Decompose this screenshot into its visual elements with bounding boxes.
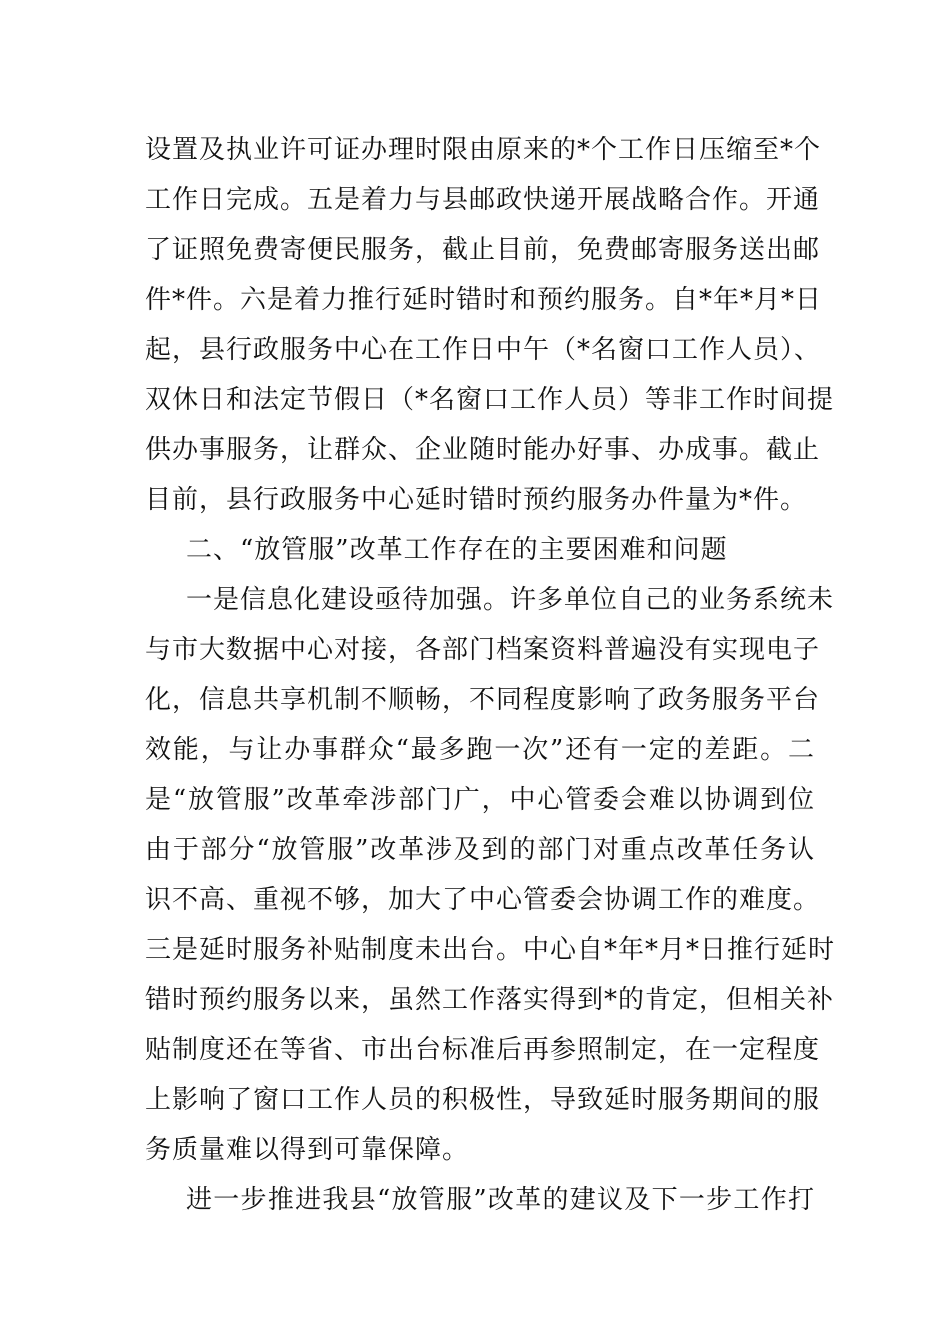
text-line: 识不高、重视不够，加大了中心管委会协调工作的难度。 <box>145 885 821 915</box>
text-line: 件*件。六是着力推行延时错时和预约服务。自*年*月*日 <box>145 285 823 315</box>
text-line: 务质量难以得到可靠保障。 <box>145 1135 470 1165</box>
text-line: 双休日和法定节假日（*名窗口工作人员）等非工作时间提 <box>145 385 835 415</box>
text-line: 供办事服务，让群众、企业随时能办好事、办成事。截止 <box>145 435 821 465</box>
text-line: 是“放管服”改革牵涉部门广，中心管委会难以协调到位 <box>145 785 815 815</box>
text-line: 由于部分“放管服”改革涉及到的部门对重点改革任务认 <box>145 835 815 865</box>
text-line: 目前，县行政服务中心延时错时预约服务办件量为*件。 <box>145 485 808 515</box>
text-line: 一是信息化建设亟待加强。许多单位自己的业务系统未 <box>186 585 835 615</box>
section-heading: 二、“放管服”改革工作存在的主要困难和问题 <box>186 535 728 565</box>
text-line: 上影响了窗口工作人员的积极性，导致延时服务期间的服 <box>145 1085 821 1115</box>
text-line: 起，县行政服务中心在工作日中午（*名窗口工作人员）、 <box>145 335 822 365</box>
text-line: 三是延时服务补贴制度未出台。中心自*年*月*日推行延时 <box>145 935 836 965</box>
text-line: 与市大数据中心对接，各部门档案资料普遍没有实现电子 <box>145 635 821 665</box>
text-line: 效能，与让办事群众“最多跑一次”还有一定的差距。二 <box>145 735 815 765</box>
text-line: 错时预约服务以来，虽然工作落实得到*的肯定，但相关补 <box>145 985 835 1015</box>
text-line: 贴制度还在等省、市出台标准后再参照制定，在一定程度 <box>145 1035 821 1065</box>
text-line: 化，信息共享机制不顺畅，不同程度影响了政务服务平台 <box>145 685 821 715</box>
text-line: 了证照免费寄便民服务，截止目前，免费邮寄服务送出邮 <box>145 235 821 265</box>
text-line: 工作日完成。五是着力与县邮政快递开展战略合作。开通 <box>145 185 821 215</box>
text-line: 进一步推进我县“放管服”改革的建议及下一步工作打 <box>186 1185 815 1215</box>
text-line: 设置及执业许可证办理时限由原来的*个工作日压缩至*个 <box>145 135 822 165</box>
